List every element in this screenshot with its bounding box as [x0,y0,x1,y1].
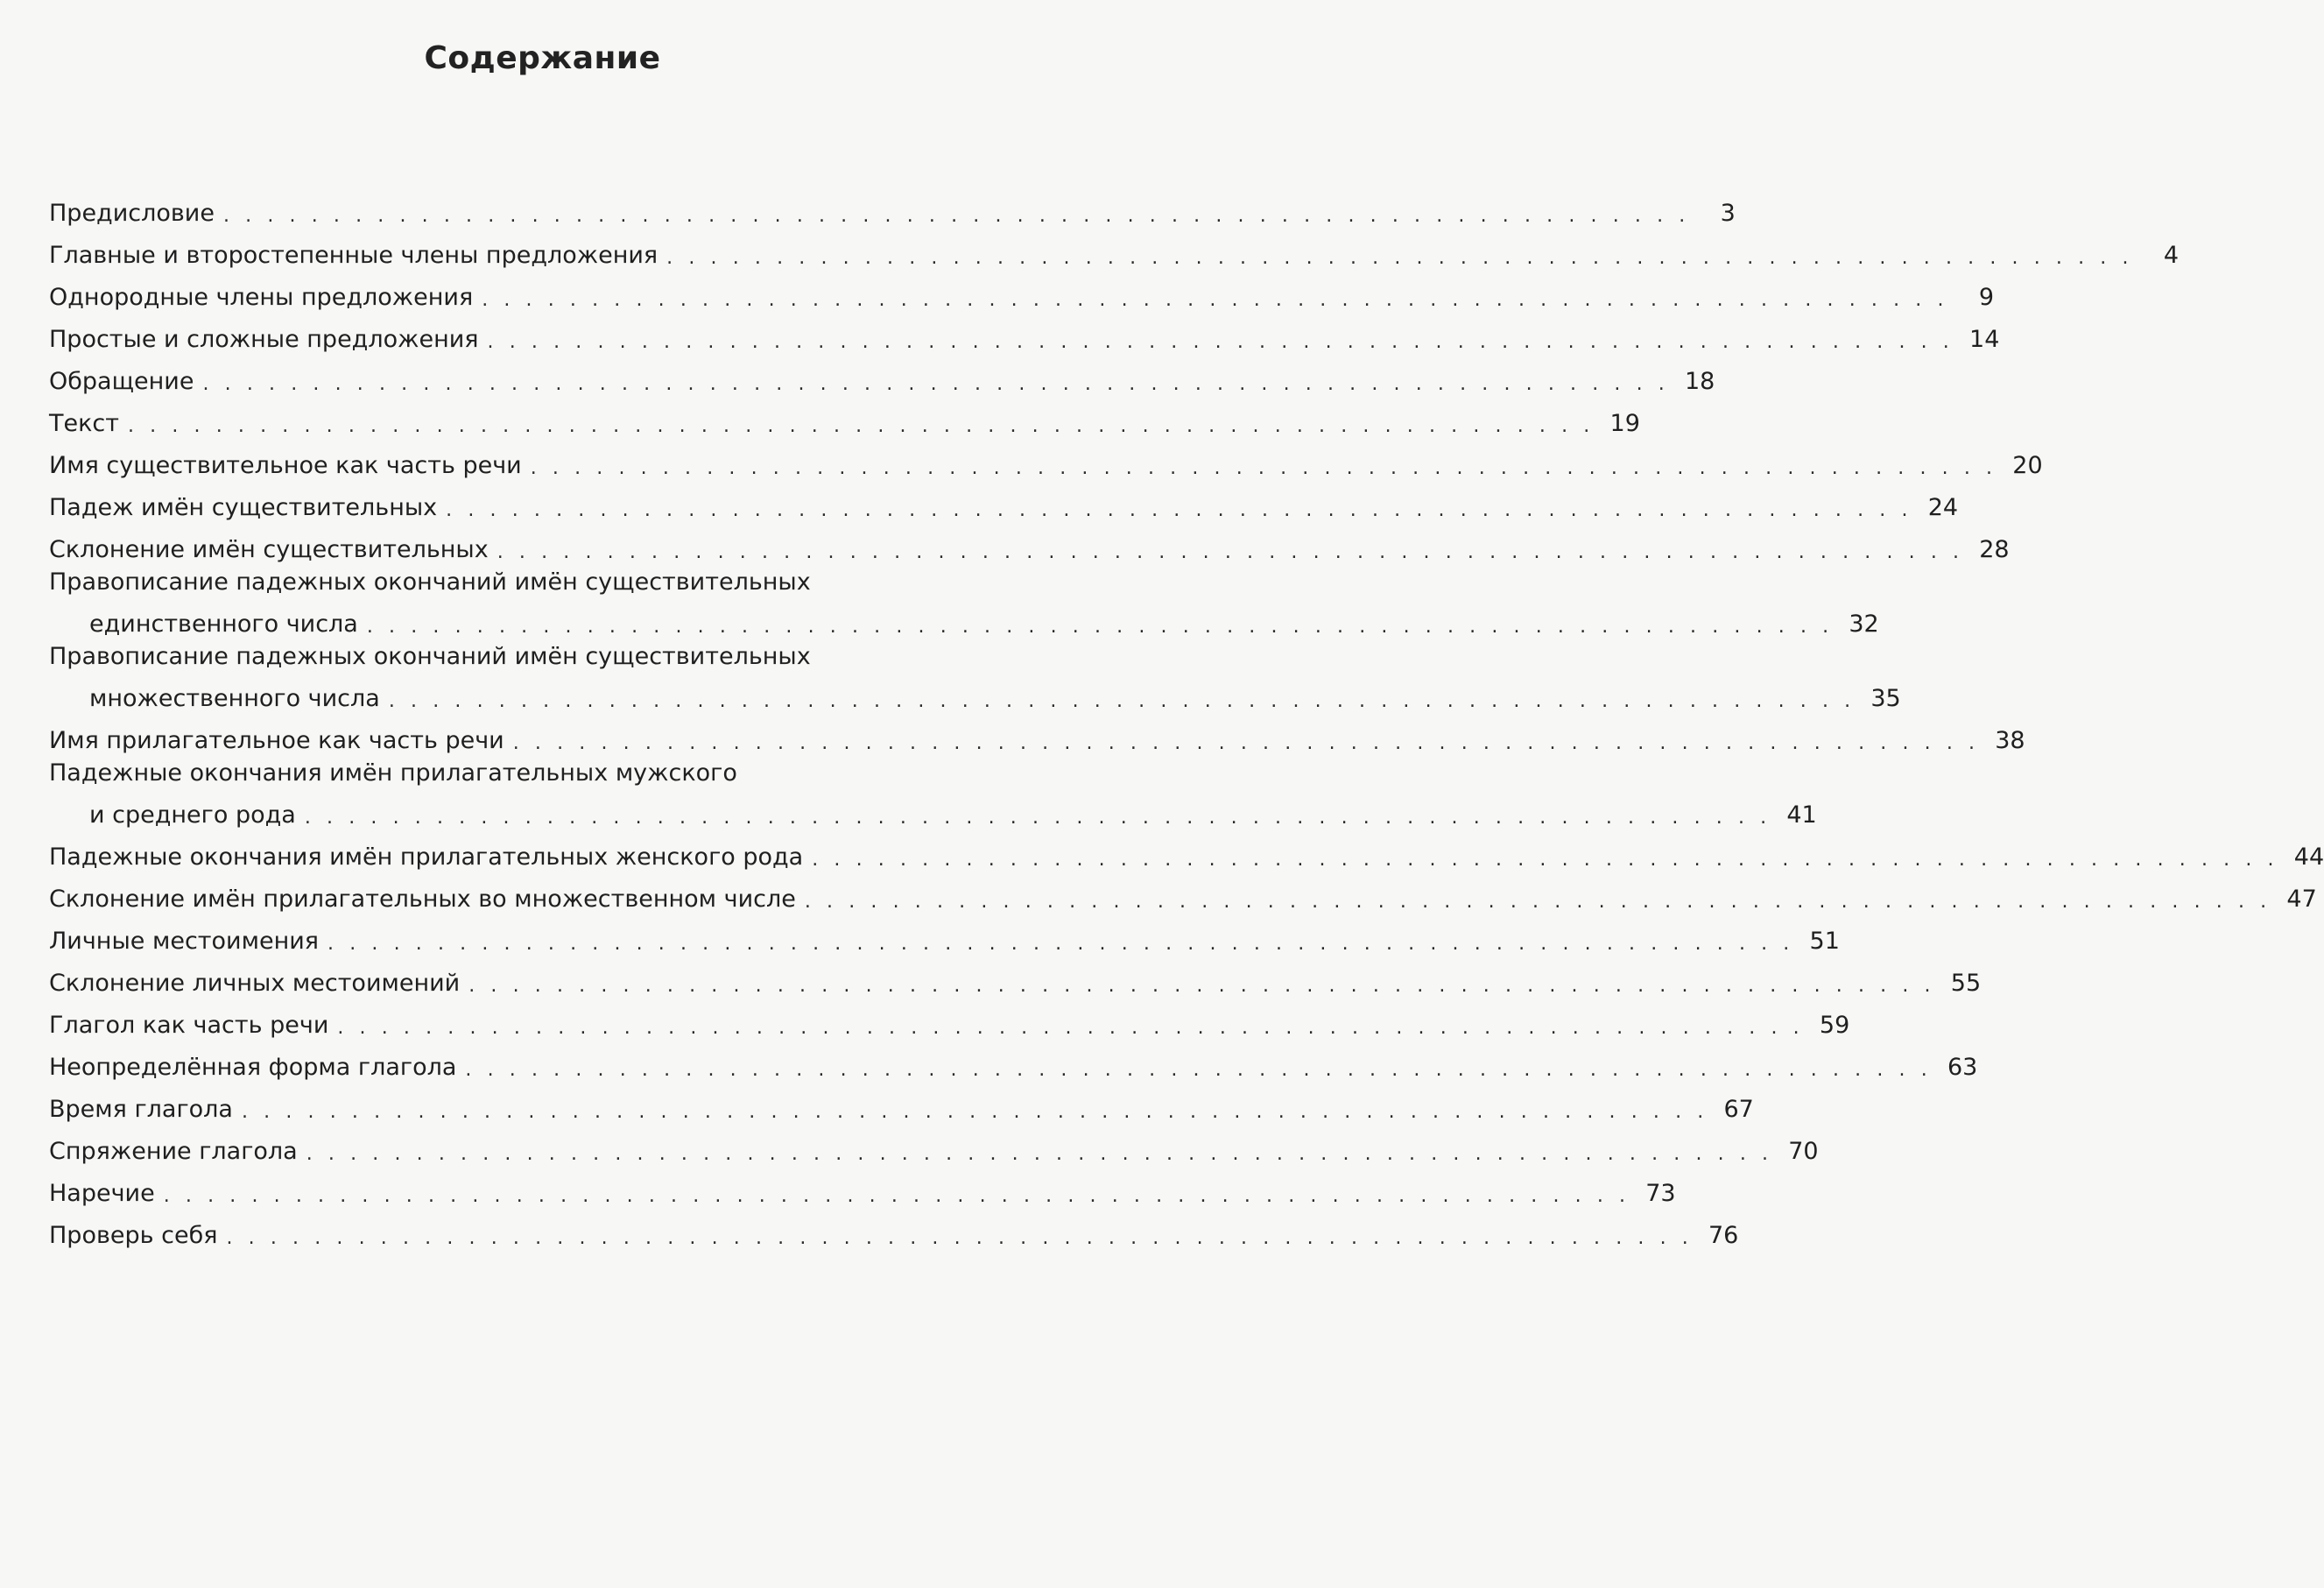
dot-leader: . . . . . . . . . . . . . . . . . . . . . . . . . . . . . . . . . . . . . . . . . . . . . . . . . . . . . . . . . . . . . . . . . . . [226,1227,1694,1249]
toc-entry-title: Склонение имён существительных [49,536,489,563]
toc-page-number: 9 [1978,284,1995,311]
toc-entry [49,640,1901,715]
toc-entry-title: Падежные окончания имён прилагательных женского рода [49,843,804,871]
dot-leader: . . . . . . . . . . . . . . . . . . . . . . . . . . . . . . . . . . . . . . . . . . . . . . . . . . . . . . . . . . . . . . . . . . . [487,331,1954,353]
toc-entry-title: Однородные члены предложения [49,284,474,311]
toc-entry-title: Глагол как часть речи [49,1012,329,1039]
toc-entry-title: Наречие [49,1180,155,1207]
page-title: Содержание [424,40,661,76]
toc-entry-title: Неопределённая форма глагола [49,1054,457,1081]
toc-entry [49,757,1817,831]
toc-entry [49,715,2025,757]
dot-leader: . . . . . . . . . . . . . . . . . . . . . . . . . . . . . . . . . . . . . . . . . . . . . . . . . . . . . . . . . . . . . . . . . . . [163,1185,1630,1207]
toc-entry-title: Спряжение глагола [49,1138,298,1165]
toc-entry-title-continuation: и среднего рода [89,801,296,829]
toc-entry-title: Проверь себя [49,1222,218,1249]
dot-leader: . . . . . . . . . . . . . . . . . . . . . . . . . . . . . . . . . . . . . . . . . . . . . . . . . . . . . . . . . . . . . . . . . . . [366,616,1834,638]
toc-entry-title: Предисловие [49,200,215,227]
toc-entry [49,1083,1754,1126]
toc-entry-title: Правописание падежных окончаний имён существительных [49,568,811,596]
dot-leader: . . . . . . . . . . . . . . . . . . . . . . . . . . . . . . . . . . . . . . . . . . . . . . . . . . . . . . . . . . . . . . . . . . . [388,690,1856,712]
toc-entry-title: Склонение личных местоимений [49,970,461,997]
toc-entry [49,187,1736,229]
toc-page-number: 67 [1723,1096,1754,1123]
dot-leader: . . . . . . . . . . . . . . . . . . . . . . . . . . . . . . . . . . . . . . . . . . . . . . . . . . . . . . . . . . . . . . . . . . . [666,247,2134,269]
toc-entry-title: Падежные окончания имён прилагательных мужского [49,759,737,787]
toc-entry [49,398,1640,440]
dot-leader: . . . . . . . . . . . . . . . . . . . . . . . . . . . . . . . . . . . . . . . . . . . . . . . . . . . . . . . . . . . . . . . . . . . [304,807,1771,829]
toc-page-number: 41 [1786,801,1817,829]
dot-leader: . . . . . . . . . . . . . . . . . . . . . . . . . . . . . . . . . . . . . . . . . . . . . . . . . . . . . . . . . . . . . . . . . . . [465,1059,1933,1081]
toc-page-number: 76 [1708,1222,1739,1249]
dot-leader: . . . . . . . . . . . . . . . . . . . . . . . . . . . . . . . . . . . . . . . . . . . . . . . . . . . . . . . . . . . . . . . . . . . [327,933,1794,955]
toc-entry [49,566,1879,640]
toc-entry-title: Имя существительное как часть речи [49,452,522,479]
toc-page-number: 44 [2293,843,2324,871]
toc-page-number: 70 [1788,1138,1819,1165]
dot-leader: . . . . . . . . . . . . . . . . . . . . . . . . . . . . . . . . . . . . . . . . . . . . . . . . . . . . . . . . . . . . . . . . . . . [468,975,1936,997]
toc-entry [49,356,1715,398]
dot-leader: . . . . . . . . . . . . . . . . . . . . . . . . . . . . . . . . . . . . . . . . . . . . . . . . . . . . . . . . . . . . . . . . . . . [241,1101,1708,1123]
toc-entry [49,229,2180,272]
toc-entry [49,440,2043,482]
toc-page-number: 32 [1849,610,1879,638]
toc-page-number: 47 [2286,886,2317,913]
toc-entry [49,482,1959,524]
dot-leader: . . . . . . . . . . . . . . . . . . . . . . . . . . . . . . . . . . . . . . . . . . . . . . . . . . . . . . . . . . . . . . . . . . . [496,541,1964,563]
dot-leader: . . . . . . . . . . . . . . . . . . . . . . . . . . . . . . . . . . . . . . . . . . . . . . . . . . . . . . . . . . . . . . . . . . . [337,1017,1805,1039]
toc-entry [49,1168,1676,1210]
toc-entry-title: Имя прилагательное как часть речи [49,727,504,754]
dot-leader: . . . . . . . . . . . . . . . . . . . . . . . . . . . . . . . . . . . . . . . . . . . . . . . . . . . . . . . . . . . . . . . . . . . [812,849,2279,871]
toc-page-number: 18 [1684,368,1715,395]
table-of-contents [49,187,2324,1252]
toc-entry-title: Личные местоимения [49,928,320,955]
dot-leader: . . . . . . . . . . . . . . . . . . . . . . . . . . . . . . . . . . . . . . . . . . . . . . . . . . . . . . . . . . . . . . . . . . . [482,289,1949,311]
toc-entry [49,915,1840,957]
toc-entry-title: Главные и второстепенные члены предложения [49,242,658,269]
dot-leader: . . . . . . . . . . . . . . . . . . . . . . . . . . . . . . . . . . . . . . . . . . . . . . . . . . . . . . . . . . . . . . . . . . . [804,891,2271,913]
toc-page-number: 38 [1995,727,2025,754]
toc-page-number: 20 [2012,452,2043,479]
toc-page-number: 24 [1927,494,1959,521]
dot-leader: . . . . . . . . . . . . . . . . . . . . . . . . . . . . . . . . . . . . . . . . . . . . . . . . . . . . . . . . . . . . . . . . . . . [512,732,1980,754]
toc-entry-title: Время глагола [49,1096,233,1123]
toc-entry [49,314,2000,356]
dot-leader: . . . . . . . . . . . . . . . . . . . . . . . . . . . . . . . . . . . . . . . . . . . . . . . . . . . . . . . . . . . . . . . . . . . [222,205,1690,227]
toc-entry [49,524,2010,566]
toc-entry-title: Падеж имён существительных [49,494,438,521]
toc-page-number: 59 [1819,1012,1850,1039]
toc-page-number: 63 [1947,1054,1978,1081]
toc-entry [49,999,1850,1041]
toc-entry [49,272,1995,314]
toc-entry [49,1041,1978,1083]
toc-page-number: 28 [1979,536,2010,563]
dot-leader: . . . . . . . . . . . . . . . . . . . . . . . . . . . . . . . . . . . . . . . . . . . . . . . . . . . . . . . . . . . . . . . . . . . [306,1143,1773,1165]
dot-leader: . . . . . . . . . . . . . . . . . . . . . . . . . . . . . . . . . . . . . . . . . . . . . . . . . . . . . . . . . . . . . . . . . . . [530,457,1997,479]
toc-entry-title: Склонение имён прилагательных во множественном числе [49,886,796,913]
toc-page-number: 3 [1720,200,1736,227]
toc-page-number: 35 [1870,685,1901,712]
toc-entry [49,1126,1819,1168]
toc-entry-title: Правописание падежных окончаний имён существительных [49,643,811,670]
dot-leader: . . . . . . . . . . . . . . . . . . . . . . . . . . . . . . . . . . . . . . . . . . . . . . . . . . . . . . . . . . . . . . . . . . . [128,415,1595,437]
toc-entry-title-continuation: единственного числа [89,610,358,638]
toc-entry [49,873,2317,915]
toc-page-number: 73 [1645,1180,1676,1207]
toc-page-number: 51 [1809,928,1840,955]
dot-leader: . . . . . . . . . . . . . . . . . . . . . . . . . . . . . . . . . . . . . . . . . . . . . . . . . . . . . . . . . . . . . . . . . . . [202,373,1670,395]
toc-page-number: 4 [2163,242,2180,269]
toc-entry-title: Текст [49,410,119,437]
toc-entry-title: Простые и сложные предложения [49,326,479,353]
toc-entry [49,831,2324,873]
toc-entry-title-continuation: множественного числа [89,685,380,712]
toc-page-number: 55 [1950,970,1982,997]
toc-entry [49,957,1982,999]
toc-page-number: 14 [1969,326,2000,353]
dot-leader: . . . . . . . . . . . . . . . . . . . . . . . . . . . . . . . . . . . . . . . . . . . . . . . . . . . . . . . . . . . . . . . . . . . [446,499,1913,521]
toc-page-number: 19 [1609,410,1640,437]
toc-entry [49,1210,1739,1252]
toc-entry-title: Обращение [49,368,194,395]
